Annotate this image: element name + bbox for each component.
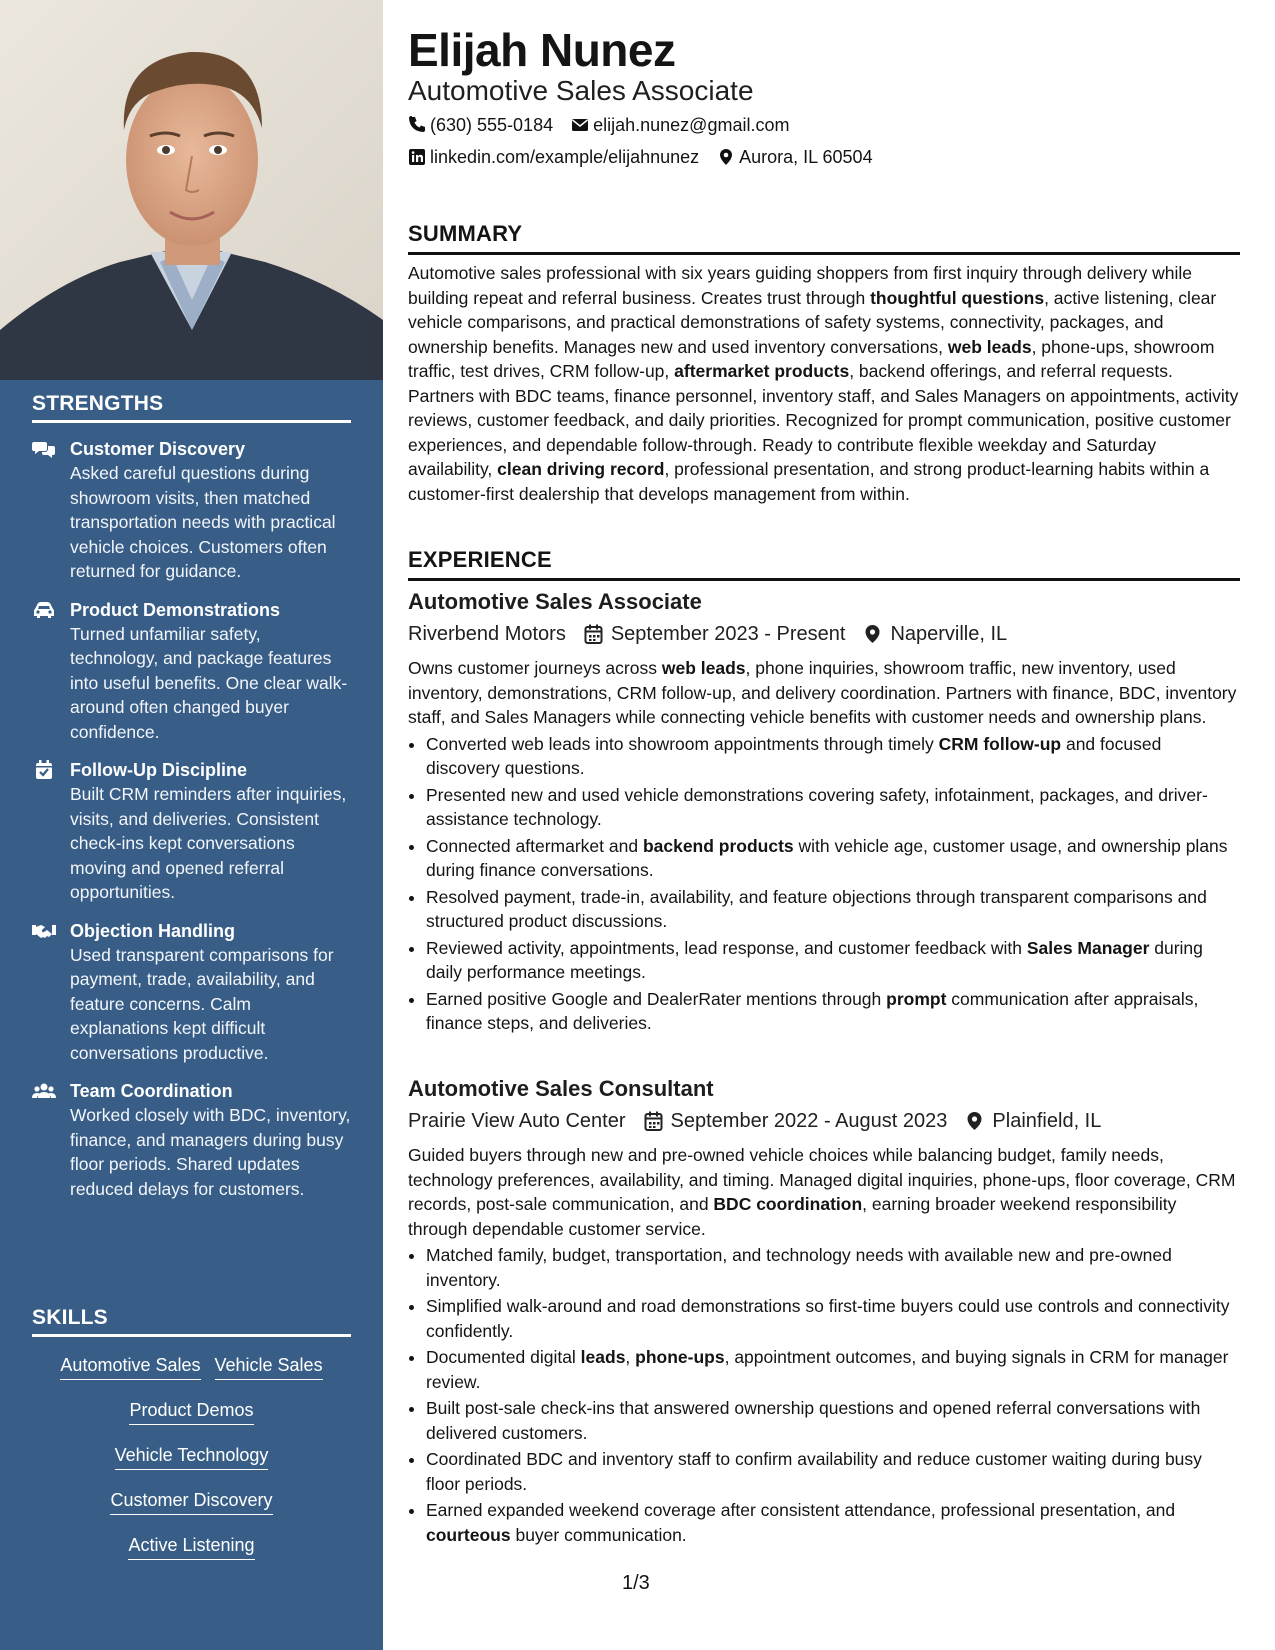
list-item: • Earned expanded weekend coverage after consistent attendance, professional presentation, and courteous buyer communication. <box>426 1498 1240 1547</box>
profile-photo <box>0 0 383 380</box>
list-item: • Converted web leads into showroom appointments through timely CRM follow-up and focused discovery questions. <box>426 732 1240 781</box>
list-item: • Built post-sale check-ins that answered ownership questions and opened referral conversations with delivered customers. <box>426 1396 1240 1445</box>
linkedin-icon <box>408 148 426 166</box>
car-icon <box>32 600 56 620</box>
phone-icon <box>408 116 426 134</box>
strength-title: Follow-Up Discipline <box>70 760 248 780</box>
list-item: • Simplified walk-around and road demonstrations so first-time buyers could use controls and connectivity confidently. <box>426 1294 1240 1343</box>
sidebar <box>0 0 383 1650</box>
strength-title: Product Demonstrations <box>70 599 281 620</box>
linkedin-contact[interactable] <box>408 145 699 169</box>
strength-title: Objection Handling <box>70 920 235 941</box>
location-contact <box>717 145 872 169</box>
job-description: Guided buyers through new and pre-owned vehicle choices while balancing budget, family needs, technology preferences, availability, and timing. Managed digital inquiries, phone-ups, floor coverage, CRM records, post-sale communication, and BDC coordination, earning broader weekend responsibility through dependable customer service. <box>408 1145 1236 1239</box>
envelope-icon <box>571 116 589 134</box>
company-name: Riverbend Motors <box>408 623 566 645</box>
strength-item <box>32 758 351 905</box>
email-contact[interactable] <box>571 113 789 137</box>
summary-heading: SUMMARY <box>408 220 1240 255</box>
strength-title: Team Coordination <box>70 1081 233 1101</box>
list-item: • Connected aftermarket and backend products with vehicle age, customer usage, and ownership plans during finance conversations. <box>426 834 1240 883</box>
job-title: Automotive Sales Consultant <box>408 1076 714 1101</box>
skill-tag: Vehicle Technology <box>115 1443 269 1470</box>
company-name: Prairie View Auto Center <box>408 1110 626 1132</box>
strength-description: Built CRM reminders after inquiries, visits, and deliveries. Consistent check-ins kept conversations moving and opened referral opportunities. <box>70 784 347 902</box>
job-bullets <box>408 732 1240 1036</box>
skill-tag: Active Listening <box>128 1533 254 1560</box>
skill-tag: Customer Discovery <box>110 1488 272 1515</box>
job-location: Plainfield, IL <box>965 1107 1101 1135</box>
email-address: elijah.nunez@gmail.com <box>593 115 790 135</box>
strength-description: Used transparent comparisons for payment, trade, availability, and feature concerns. Calm explanations kept difficult conversations productive. <box>70 944 334 1063</box>
handshake-icon <box>32 921 56 941</box>
strengths-heading: STRENGTHS <box>32 392 351 423</box>
page-number: 1/3 <box>622 1572 650 1594</box>
job-meta <box>408 620 1240 648</box>
skill-tag: Product Demos <box>129 1398 253 1425</box>
map-pin-icon <box>717 148 735 166</box>
job-meta <box>408 1107 1240 1135</box>
list-item: • Matched family, budget, transportation, and technology needs with available new and pre-owned inventory. <box>426 1243 1240 1292</box>
skill-tag: Automotive Sales <box>60 1353 200 1380</box>
calendar-check-icon <box>32 760 56 780</box>
skills-heading: SKILLS <box>32 1306 351 1337</box>
strength-description: Worked closely with BDC, inventory, finance, and managers during busy floor periods. Shared updates reduced delays for customers. <box>70 1105 351 1199</box>
calendar-icon <box>644 1111 663 1131</box>
candidate-title: Automotive Sales Associate <box>408 75 754 106</box>
contact-row <box>408 113 807 137</box>
list-item: • Coordinated BDC and inventory staff to confirm availability and reduce customer waiting during busy floor periods. <box>426 1447 1240 1496</box>
skills-section <box>32 1306 351 1578</box>
job-location: Naperville, IL <box>863 620 1007 648</box>
candidate-name: Elijah Nunez <box>408 24 676 76</box>
list-item: • Presented new and used vehicle demonstrations covering safety, infotainment, packages, and driver-assistance technology. <box>426 783 1240 832</box>
calendar-icon <box>584 624 603 644</box>
map-pin-icon <box>863 624 882 644</box>
portrait-image <box>0 0 383 380</box>
phone-contact[interactable] <box>408 113 553 137</box>
phone-number: (630) 555-0184 <box>430 115 554 135</box>
users-icon <box>32 1081 56 1101</box>
list-item: • Documented digital leads, phone-ups, appointment outcomes, and buying signals in CRM for manager review. <box>426 1345 1240 1394</box>
job-dates: September 2023 - Present <box>584 620 846 648</box>
strength-item <box>32 437 351 584</box>
list-item: • Resolved payment, trade-in, availability, and feature objections through transparent comparisons and structured product discussions. <box>426 885 1240 934</box>
job-bullets <box>408 1243 1240 1547</box>
job-description: Owns customer journeys across web leads, phone inquiries, showroom traffic, new inventory, used inventory, demonstrations, CRM follow-up, and delivery coordination. Partners with finance, BDC, inventory staff, and Sales Managers while connecting vehicle benefits with customer needs and ownership plans. <box>408 658 1237 727</box>
linkedin-url: linkedin.com/example/elijahnunez <box>430 147 700 167</box>
skill-tag: Vehicle Sales <box>215 1353 323 1380</box>
experience-heading: EXPERIENCE <box>408 546 1240 581</box>
list-item: • Earned positive Google and DealerRater mentions through prompt communication after appraisals, finance steps, and deliveries. <box>426 987 1240 1036</box>
summary-text: Automotive sales professional with six years guiding shoppers from first inquiry through delivery while building repeat and referral business. Creates trust through thoughtful questions, active listening, clear vehicle comparisons, and practical demonstrations of safety systems, connectivity, packages, and ownership benefits. Manages new and used inventory conversations, web leads, phone-ups, showroom traffic, test drives, CRM follow-up, aftermarket products, backend offerings, and referral requests. Partners with BDC teams, finance personnel, inventory staff, and Sales Managers on appointments, activity reviews, customer feedback, and daily priorities. Recognized for prompt communication, positive customer experiences, and dependable follow-through. Ready to contribute flexible weekday and Saturday availability, clean driving record, professional presentation, and strong product-learning habits within a customer-first dealership that develops management from within. <box>408 263 1239 504</box>
map-pin-icon <box>965 1111 984 1131</box>
strengths-section <box>32 392 351 1201</box>
list-item: • Reviewed activity, appointments, lead response, and customer feedback with Sales Manager during daily performance meetings. <box>426 936 1240 985</box>
strength-description: Asked careful questions during showroom visits, then matched transportation needs with practical vehicle choices. Customers often returned for guidance. <box>70 463 336 581</box>
skills-list <box>32 1353 351 1560</box>
job-title: Automotive Sales Associate <box>408 589 702 614</box>
location-text: Aurora, IL 60504 <box>739 147 873 167</box>
job-dates: September 2022 - August 2023 <box>644 1107 948 1135</box>
chat-bubbles-icon <box>32 439 56 459</box>
strength-item <box>32 1079 351 1201</box>
job-entry <box>408 1075 1240 1549</box>
summary-section <box>408 220 1240 506</box>
job-entry <box>408 588 1240 1038</box>
strength-title: Customer Discovery <box>70 439 246 459</box>
strength-item <box>32 919 351 1066</box>
experience-section <box>408 546 1240 581</box>
strength-description: Turned unfamiliar safety, technology, and package features into useful benefits. One clear walk-around often changed buyer confidence. <box>70 623 348 742</box>
contact-row <box>408 145 891 169</box>
strength-item <box>32 598 351 745</box>
